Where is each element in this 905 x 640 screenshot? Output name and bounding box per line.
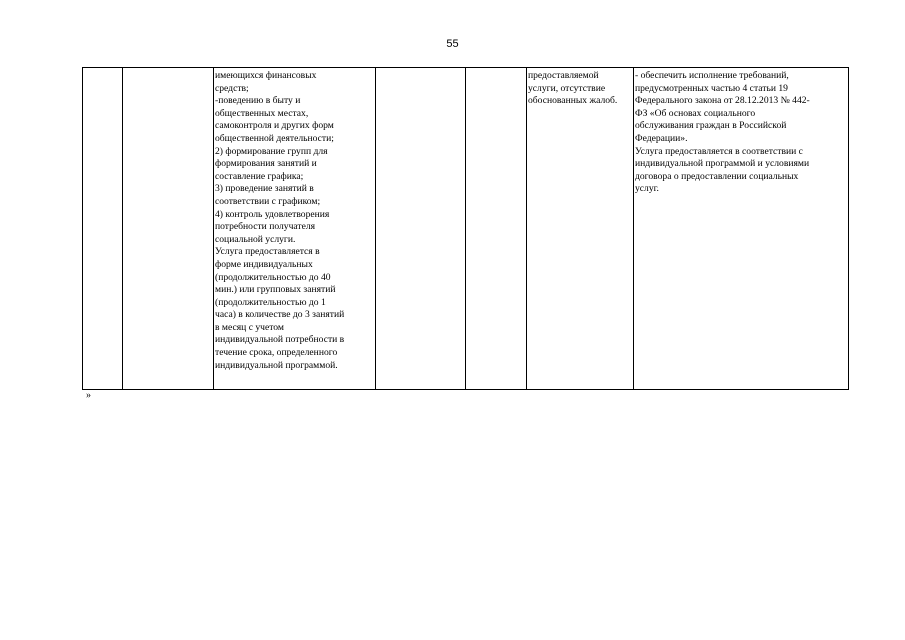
text-line: Федерального закона от 28.12.2013 № 442- [635, 95, 810, 107]
services-table [82, 67, 849, 390]
cell-number [83, 68, 123, 390]
text-line: - обеспечить исполнение требований, [635, 70, 789, 81]
text-line: в месяц с учетом [215, 321, 284, 333]
text-line: (продолжительностью до 40 [215, 271, 331, 283]
text-line: индивидуальной программой. [215, 359, 338, 371]
text-line: формирования занятий и [215, 158, 317, 170]
text-line: социальной услуги. [215, 233, 296, 245]
text-line: соответствии с графиком; [215, 195, 321, 207]
text-line: имеющихся финансовых [215, 70, 317, 81]
text-line: средств; [215, 82, 249, 94]
cell-column-5 [466, 68, 527, 390]
text-line: Услуга предоставляется в соответствии с [635, 145, 803, 157]
text-line: Услуга предоставляется в [215, 246, 320, 258]
table-row [83, 68, 849, 390]
text-line: самоконтроля и других форм [215, 120, 334, 132]
text-line: предусмотренных частью 4 статьи 19 [635, 82, 788, 94]
text-line: общественных местах, [215, 107, 309, 119]
text-line: общественной деятельности; [215, 132, 334, 144]
text-line: -поведению в быту и [215, 95, 301, 107]
text-line: договора о предоставлении социальных [635, 170, 799, 182]
cell-service-description [214, 68, 376, 390]
text-line: Федерации». [635, 132, 688, 144]
text-line: индивидуальной потребности в [215, 334, 345, 346]
text-line: 4) контроль удовлетворения [215, 208, 330, 220]
cell-column-4 [376, 68, 466, 390]
text-line: часа) в количестве до 3 занятий [215, 309, 345, 321]
page-number: 55 [446, 38, 459, 50]
closing-quote-mark: » [86, 390, 91, 401]
text-line: мин.) или групповых занятий [215, 284, 336, 296]
text-line: индивидуальной программой и условиями [635, 158, 810, 170]
text-line: 3) проведение занятий в [215, 183, 314, 195]
cell-conditions [634, 68, 849, 390]
text-line: 2) формирование групп для [215, 145, 328, 157]
text-line: услуг. [635, 183, 659, 195]
cell-service-name [123, 68, 214, 390]
text-line: течение срока, определенного [215, 347, 338, 359]
text-line: ФЗ «Об основах социального [635, 107, 756, 119]
text-line: форме индивидуальных [215, 258, 313, 270]
cell-quality-indicators [527, 68, 634, 390]
text-line: услуги, отсутствие [528, 82, 606, 94]
text-line: предоставляемой [528, 70, 599, 81]
text-line: потребности получателя [215, 221, 316, 233]
text-line: обслуживания граждан в Российской [635, 120, 787, 132]
text-line: составление графика; [215, 170, 304, 182]
text-line: обоснованных жалоб. [528, 95, 618, 107]
text-line: (продолжительностью до 1 [215, 296, 326, 308]
